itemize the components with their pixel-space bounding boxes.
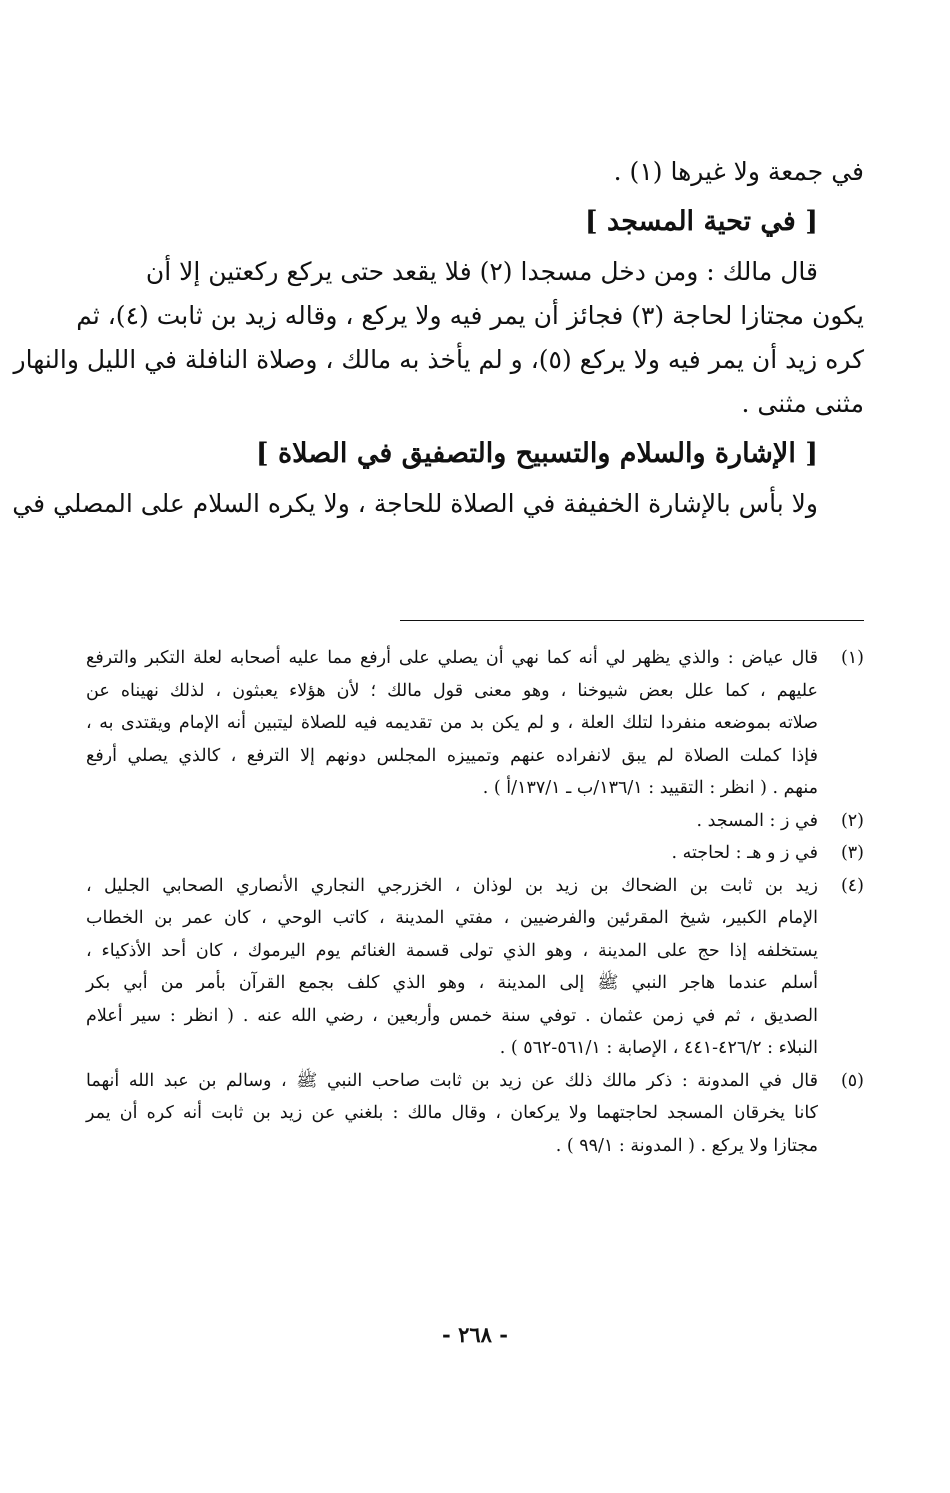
footnote-line: في ز و هـ : لحاجته . <box>671 843 818 863</box>
paragraph-line: كره زيد أن يمر فيه ولا يركع (٥)، و لم يأخذ به مالك ، وصلاة النافلة في الليل والنهار <box>13 345 864 374</box>
paragraph-tahiyat-masjid <box>13 250 864 426</box>
footnote-line: قال عياض : والذي يظهر لي أنه كما نهي أن يصلي على أرفع مما عليه أصحابه لعلة التكبر والترفع <box>86 648 818 668</box>
footnote-line: الصديق ، ثم في زمن عثمان . توفي سنة خمس وأربعين ، رضي الله عنه . ( انظر : سير أعلام <box>86 1005 818 1026</box>
footnote-line: منهم . ( انظر : التقييد : ١٣٦/١/ب ـ ١٣٧/١/أ ) . <box>482 778 818 798</box>
footnote-number: (٢) <box>840 810 864 831</box>
footnote-number: (١) <box>840 648 864 668</box>
footnote-line: عليهم ، كما علل بعض شيوخنا ، وهو معنى قول مالك ؛ لأن هؤلاء يعبثون ، لذلك نهيناه عن <box>86 680 818 701</box>
paragraph-line: ولا بأس بالإشارة الخفيفة في الصلاة للحاجة ، ولا يكره السلام على المصلي في <box>12 489 818 518</box>
footnote-body <box>86 870 818 1065</box>
opening-line: في جمعة ولا غيرها (١) . <box>613 157 864 186</box>
footnote-5 <box>86 1065 864 1163</box>
footnote-number: (٥) <box>840 1070 864 1091</box>
footnote-line: يستخلفه إذا حج على المدينة ، وهو الذي تولى قسمة الغنائم يوم اليرموك ، كان أحد الأذكياء ، <box>86 940 818 961</box>
footnote-line: زيد بن ثابت بن الضحاك بن زيد بن لوذان ، الخزرجي النجاري الأنصاري الصحابي الجليل ، <box>86 875 818 896</box>
paragraph-ishara <box>12 482 864 526</box>
page-number: - ٢٦٨ - <box>442 1322 508 1347</box>
footnote-line: صلاته بموضعه منفردا لتلك العلة ، و لم يكن بد من تقديمه فيه للصلاة ليتبين أنه الإمام ويقتدى به ، <box>86 713 818 733</box>
paragraph-line: قال مالك : ومن دخل مسجدا (٢) فلا يقعد حتى يركع ركعتين إلا أن <box>145 257 818 286</box>
footnote-body <box>86 805 818 838</box>
footnote-line: قال في المدونة : ذكر مالك ذلك عن زيد بن ثابت صاحب النبي ﷺ ، وسالم بن عبد الله أنهما <box>86 1070 818 1091</box>
footnote-body <box>86 642 818 805</box>
footnote-line: أسلم عندما هاجر النبي ﷺ إلى المدينة ، وهو الذي كلف بجمع القرآن بأمر من أبي بكر <box>86 973 818 993</box>
footnote-line: الإمام الكبير، شيخ المقرئين والفرضيين ، مفتي المدينة ، كاتب الوحي ، كان عمر بن الخطاب <box>86 908 818 928</box>
footnote-4 <box>86 870 864 1065</box>
footnote-line: في ز : المسجد . <box>696 810 818 831</box>
footnotes <box>86 642 864 1162</box>
section-heading-ishara: [ الإشارة والسلام والتسبيح والتصفيق في الصلاة ] <box>255 438 818 469</box>
footnote-line: كانا يخرقان المسجد لحاجتهما ولا يركعان ، وقال مالك : بلغني عن زيد بن ثابت أنه كره أن يمر <box>86 1103 818 1123</box>
footnote-line: مجتازا ولا يركع . ( المدونة : ٩٩/١ ) . <box>555 1135 818 1156</box>
footnote-line: النبلاء : ٤٢٦/٢-٤٤١ ، الإصابة : ٥٦١/١-٥٦٢ ) . <box>499 1038 818 1058</box>
section-heading-tahiyat-masjid: [ في تحية المسجد ] <box>584 206 818 237</box>
footnote-number: (٤) <box>840 875 864 896</box>
footnote-line: فإذا كملت الصلاة لم يبق لانفراده عنهم وتمييزه المجلس دونهم إلا الترفع ، كالذي يصلي أرفع <box>86 745 818 766</box>
main-text <box>12 150 864 526</box>
footnote-1 <box>86 642 864 805</box>
footnote-3 <box>86 837 864 870</box>
footnote-body <box>86 1065 818 1163</box>
footnote-2 <box>86 805 864 838</box>
footnote-divider <box>400 620 864 621</box>
paragraph-line: يكون مجتازا لحاجة (٣) فجائز أن يمر فيه ولا يركع ، وقاله زيد بن ثابت (٤)، ثم <box>76 301 864 330</box>
paragraph-line: مثنى مثنى . <box>741 389 864 418</box>
footnote-body <box>86 837 818 870</box>
footnote-number: (٣) <box>840 843 864 863</box>
